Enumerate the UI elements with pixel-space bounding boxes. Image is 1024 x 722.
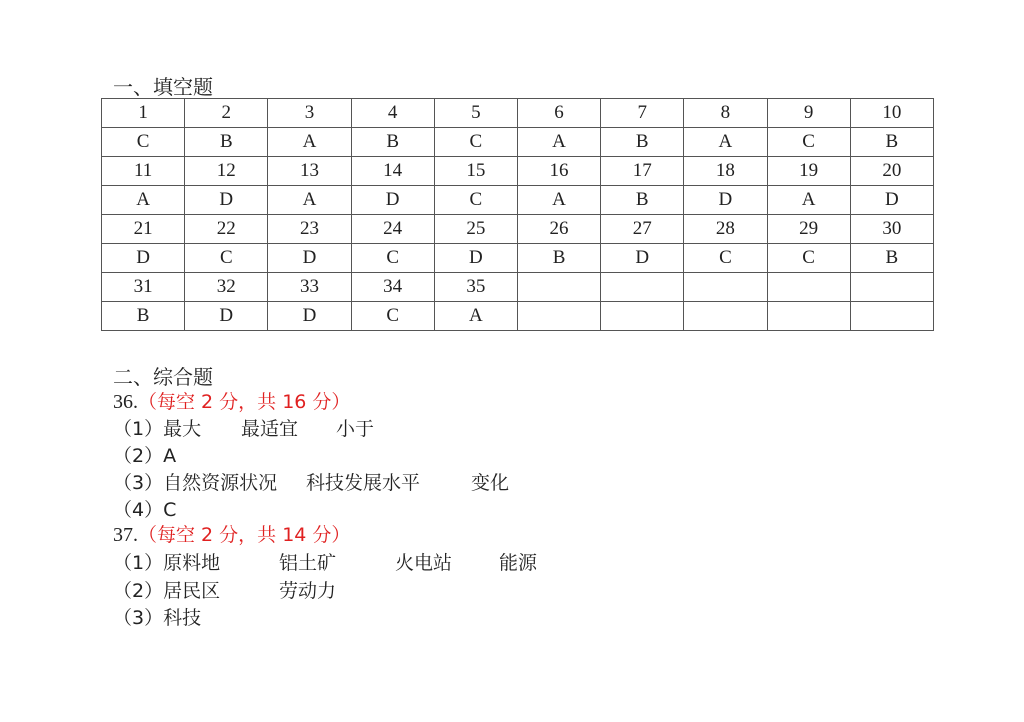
- answer-cell: B: [185, 128, 268, 157]
- score-note: （每空 2 分，共 16 分）: [138, 391, 351, 413]
- answer-text: 小于: [336, 418, 375, 440]
- answer-text: 最大: [163, 418, 202, 440]
- answer-cell: D: [684, 186, 767, 215]
- question-number-cell: 8: [684, 99, 767, 128]
- answer-cell: [850, 302, 933, 331]
- answer-line: [113, 468, 510, 495]
- answer-row: [102, 244, 934, 273]
- answer-text: C: [163, 499, 177, 521]
- score-note: （每空 2 分，共 14 分）: [138, 524, 351, 546]
- answer-cell: [517, 302, 600, 331]
- answer-cell: A: [517, 128, 600, 157]
- question-number-cell: 5: [434, 99, 517, 128]
- question-number-cell: 25: [434, 215, 517, 244]
- answer-cell: B: [102, 302, 185, 331]
- answer-cell: D: [351, 186, 434, 215]
- answer-cell: B: [517, 244, 600, 273]
- question-number-cell: 2: [185, 99, 268, 128]
- question-number-cell: [601, 273, 684, 302]
- answer-cell: A: [268, 128, 351, 157]
- answer-text: 劳动力: [279, 580, 337, 602]
- question-number-cell: 17: [601, 157, 684, 186]
- question-number-cell: 10: [850, 99, 933, 128]
- question-number-cell: 35: [434, 273, 517, 302]
- question-37-header: [113, 520, 350, 547]
- answer-text: 自然资源状况: [163, 472, 278, 494]
- question-number-row: [102, 215, 934, 244]
- question-number-cell: 18: [684, 157, 767, 186]
- answer-cell: A: [434, 302, 517, 331]
- answer-cell: A: [684, 128, 767, 157]
- question-number-cell: 32: [185, 273, 268, 302]
- answer-text: 科技发展水平: [306, 472, 421, 494]
- answer-row: [102, 128, 934, 157]
- answer-cell: B: [351, 128, 434, 157]
- answer-cell: B: [850, 128, 933, 157]
- question-number-cell: 20: [850, 157, 933, 186]
- answer-cell: C: [351, 244, 434, 273]
- answer-cell: C: [185, 244, 268, 273]
- question-number-cell: 22: [185, 215, 268, 244]
- answer-text: 居民区: [163, 580, 221, 602]
- question-number-cell: 31: [102, 273, 185, 302]
- sub-question-label: （2）: [113, 445, 164, 467]
- answer-text: 原料地: [163, 552, 221, 574]
- answer-cell: C: [767, 128, 850, 157]
- section2-title: 二、综合题: [113, 365, 213, 389]
- answer-text: 最适宜: [241, 418, 299, 440]
- sub-question-label: （3）: [113, 607, 164, 629]
- question-number-cell: [767, 273, 850, 302]
- question-number-cell: 30: [850, 215, 933, 244]
- question-36-header: [113, 387, 350, 414]
- question-number-cell: 11: [102, 157, 185, 186]
- answer-cell: D: [434, 244, 517, 273]
- answer-text: 火电站: [395, 552, 453, 574]
- answer-cell: C: [767, 244, 850, 273]
- sub-question-label: （3）: [113, 472, 164, 494]
- answer-cell: A: [517, 186, 600, 215]
- answer-cell: D: [850, 186, 933, 215]
- section1-title: 一、填空题: [113, 75, 213, 99]
- answer-cell: B: [601, 186, 684, 215]
- question-number-row: [102, 99, 934, 128]
- question-number-cell: 14: [351, 157, 434, 186]
- answer-line: [113, 441, 176, 468]
- answer-cell: C: [684, 244, 767, 273]
- answer-cell: D: [601, 244, 684, 273]
- question-number: 37.: [113, 524, 138, 546]
- answer-cell: B: [601, 128, 684, 157]
- question-number-cell: 12: [185, 157, 268, 186]
- answer-cell: [767, 302, 850, 331]
- question-number: 36.: [113, 391, 138, 413]
- answer-line: [113, 603, 201, 630]
- question-number-cell: 33: [268, 273, 351, 302]
- question-number-cell: 7: [601, 99, 684, 128]
- answer-table: [101, 98, 934, 331]
- answer-line: [113, 576, 337, 603]
- answer-cell: C: [434, 128, 517, 157]
- answer-line: [113, 414, 375, 441]
- answer-cell: A: [102, 186, 185, 215]
- sub-question-label: （1）: [113, 552, 164, 574]
- answer-cell: [601, 302, 684, 331]
- answer-cell: A: [268, 186, 351, 215]
- question-number-row: [102, 157, 934, 186]
- answer-text: 能源: [499, 552, 538, 574]
- question-number-row: [102, 273, 934, 302]
- answer-cell: C: [434, 186, 517, 215]
- question-number-cell: 15: [434, 157, 517, 186]
- question-number-cell: 24: [351, 215, 434, 244]
- sub-question-label: （4）: [113, 499, 164, 521]
- question-number-cell: 1: [102, 99, 185, 128]
- answer-cell: C: [351, 302, 434, 331]
- answer-cell: D: [102, 244, 185, 273]
- question-number-cell: [517, 273, 600, 302]
- answer-text: 科技: [163, 607, 202, 629]
- answer-text: 变化: [471, 472, 510, 494]
- answer-cell: B: [850, 244, 933, 273]
- answer-text: A: [163, 445, 177, 467]
- question-number-cell: 4: [351, 99, 434, 128]
- question-number-cell: 3: [268, 99, 351, 128]
- sub-question-label: （1）: [113, 418, 164, 440]
- question-number-cell: [850, 273, 933, 302]
- answer-cell: C: [102, 128, 185, 157]
- answer-cell: D: [268, 302, 351, 331]
- question-number-cell: 16: [517, 157, 600, 186]
- question-number-cell: 6: [517, 99, 600, 128]
- question-number-cell: [684, 273, 767, 302]
- question-number-cell: 23: [268, 215, 351, 244]
- question-number-cell: 21: [102, 215, 185, 244]
- answer-cell: D: [185, 186, 268, 215]
- question-number-cell: 26: [517, 215, 600, 244]
- answer-row: [102, 302, 934, 331]
- answer-cell: D: [185, 302, 268, 331]
- question-number-cell: 29: [767, 215, 850, 244]
- question-number-cell: 19: [767, 157, 850, 186]
- question-number-cell: 34: [351, 273, 434, 302]
- answer-cell: A: [767, 186, 850, 215]
- answer-cell: D: [268, 244, 351, 273]
- question-number-cell: 9: [767, 99, 850, 128]
- answer-row: [102, 186, 934, 215]
- question-number-cell: 27: [601, 215, 684, 244]
- answer-cell: [684, 302, 767, 331]
- answer-line: [113, 548, 538, 575]
- answer-text: 铝土矿: [279, 552, 337, 574]
- sub-question-label: （2）: [113, 580, 164, 602]
- answer-line: [113, 495, 176, 522]
- question-number-cell: 13: [268, 157, 351, 186]
- question-number-cell: 28: [684, 215, 767, 244]
